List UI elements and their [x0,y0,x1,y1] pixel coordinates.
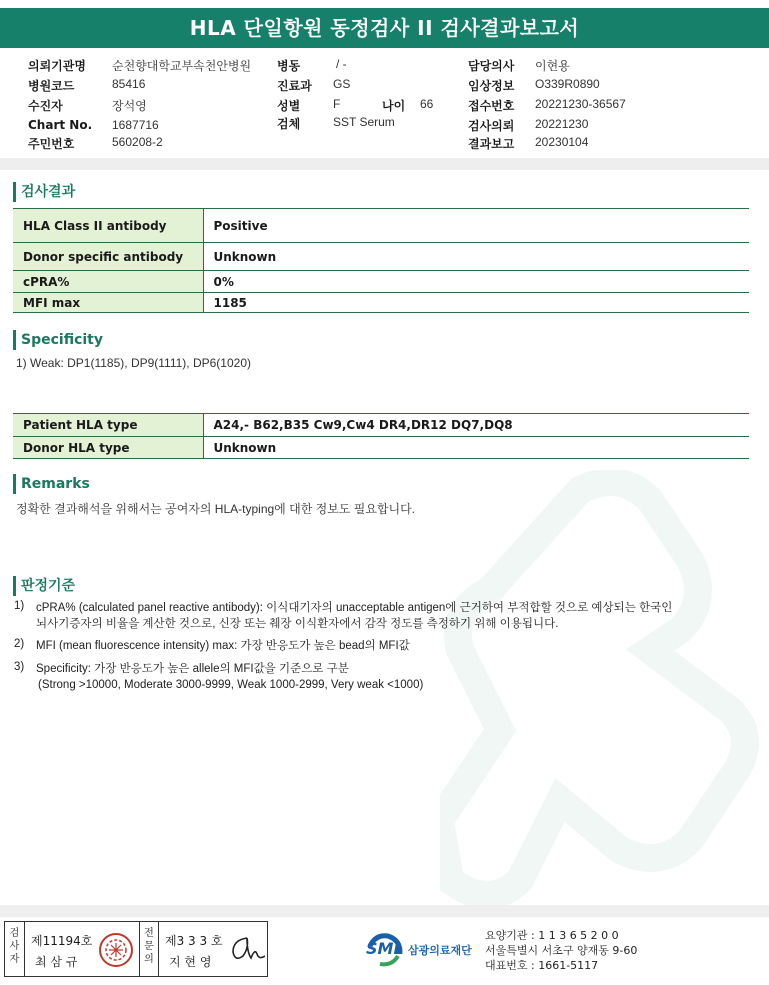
hla-value: A24,- B62,B35 Cw9,Cw4 DR4,DR12 DQ7,DQ8 [203,414,749,437]
result-label: HLA Class II antibody [13,209,203,243]
hospital-code-value: 85416 [112,77,146,91]
table-row [13,293,749,313]
criteria-number: 1) [14,600,25,612]
specificity-section-title: Specificity [13,330,103,350]
results-section-title: 검사결과 [13,182,75,202]
criteria-line: MFI (mean fluorescence intensity) max: 가장 반응도가 높은 bead의 MFI값 [36,640,410,652]
hla-label: Donor HLA type [13,437,203,459]
department-value: GS [333,77,351,91]
age-label: 나이 [382,99,406,113]
institution-value: 순천향대학교부속천안병원 [112,59,252,73]
doctor-label: 담당의사 [468,59,515,73]
result-label: cPRA% [13,271,203,293]
criteria-line: Specificity: 가장 반응도가 높은 allele의 MFI값을 기준으로 구분 [36,663,349,675]
contact-info [485,928,637,973]
age-value: 66 [420,97,434,111]
chart-no-value: 1687716 [112,118,159,132]
receipt-no-label: 접수번호 [468,99,515,113]
seal-stamp-icon [97,931,135,969]
remarks-section-title: Remarks [13,474,90,494]
result-label: MFI max [13,293,203,313]
phone-number: 대표번호 : 1661-5117 [485,959,599,972]
sex-label: 성별 [277,99,301,113]
criteria-line: cPRA% (calculated panel reactive antibody): 이식대기자의 unacceptable antigen에 근거하여 부적합할 것으로 예상되는 한국인 [36,602,673,614]
clinical-info-value: O339R0890 [535,77,600,91]
result-value: 0% [203,271,749,293]
sml-logo [362,928,482,972]
sex-value: F [333,97,341,111]
receipt-no-value: 20221230-36567 [535,97,626,111]
address: 서울특별시 서초구 양재동 9-60 [485,944,638,957]
examiner-no: 제11194호 [31,934,93,948]
results-table [13,208,749,313]
report-title: HLA 단일항원 동정검사 II 검사결과보고서 [0,8,769,48]
hla-type-table [13,413,749,459]
department-label: 진료과 [277,79,312,93]
examiner-label-text: 검사자 [9,928,20,965]
patient-name-label: 수진자 [28,99,63,113]
care-institution-no: 요양기관 : 1 1 3 6 5 2 0 0 [485,929,619,942]
remarks-text: 정확한 결과해석을 위해서는 공여자의 HLA-typing에 대한 정보도 필요합니다. [16,502,416,516]
criteria-number: 2) [14,638,25,650]
institution-label: 의뢰기관명 [28,59,86,73]
criteria-line: 뇌사기증자의 비율을 계산한 것으로, 신장 또는 췌장 이식환자에서 감작 정도를 측정하기 위해 이용됩니다. [36,618,559,630]
chart-no-label: Chart No. [28,118,93,132]
ward-value: / - [336,57,347,71]
logo-mark-text: SML [366,939,404,958]
header-separator [0,158,769,170]
table-row [13,243,749,271]
specificity-text: 1) Weak: DP1(1185), DP9(1111), DP6(1020) [16,356,251,370]
table-row [13,271,749,293]
logo-name: 삼광의료재단 [408,944,472,957]
test-request-label: 검사의뢰 [468,119,515,133]
examiner-label [5,922,25,976]
result-report-label: 결과보고 [468,137,515,151]
result-value: Unknown [203,243,749,271]
cross-watermark-icon [440,470,760,930]
specimen-label: 검체 [277,117,301,131]
doctor-value: 이현용 [535,59,570,73]
result-label: Donor specific antibody [13,243,203,271]
result-report-value: 20230104 [535,135,589,149]
examiner-name: 최 삼 규 [35,955,78,969]
specialist-name: 지 현 영 [169,955,212,969]
criteria-section-title: 판정기준 [13,576,75,596]
signature-icon [227,932,265,966]
table-row [13,209,749,243]
signature-box [4,921,268,977]
footer-separator [0,905,769,917]
specialist-label [139,922,159,976]
criteria-number: 3) [14,661,25,673]
table-row [13,437,749,459]
specimen-value: SST Serum [333,115,395,129]
clinical-info-label: 임상정보 [468,79,515,93]
table-row [13,414,749,437]
hla-value: Unknown [203,437,749,459]
resident-no-value: 560208-2 [112,135,163,149]
criteria-line: (Strong >10000, Moderate 3000-9999, Weak 1000-2999, Very weak <1000) [38,679,424,691]
specialist-no: 제3 3 3 호 [165,934,223,948]
resident-no-label: 주민번호 [28,137,75,151]
patient-info [28,55,748,155]
test-request-value: 20221230 [535,117,589,131]
ward-label: 병동 [277,59,301,73]
hla-label: Patient HLA type [13,414,203,437]
patient-name-value: 장석영 [112,99,147,113]
specialist-label-text: 전문의 [144,928,154,965]
result-value: 1185 [203,293,749,313]
result-value: Positive [203,209,749,243]
hospital-code-label: 병원코드 [28,79,75,93]
